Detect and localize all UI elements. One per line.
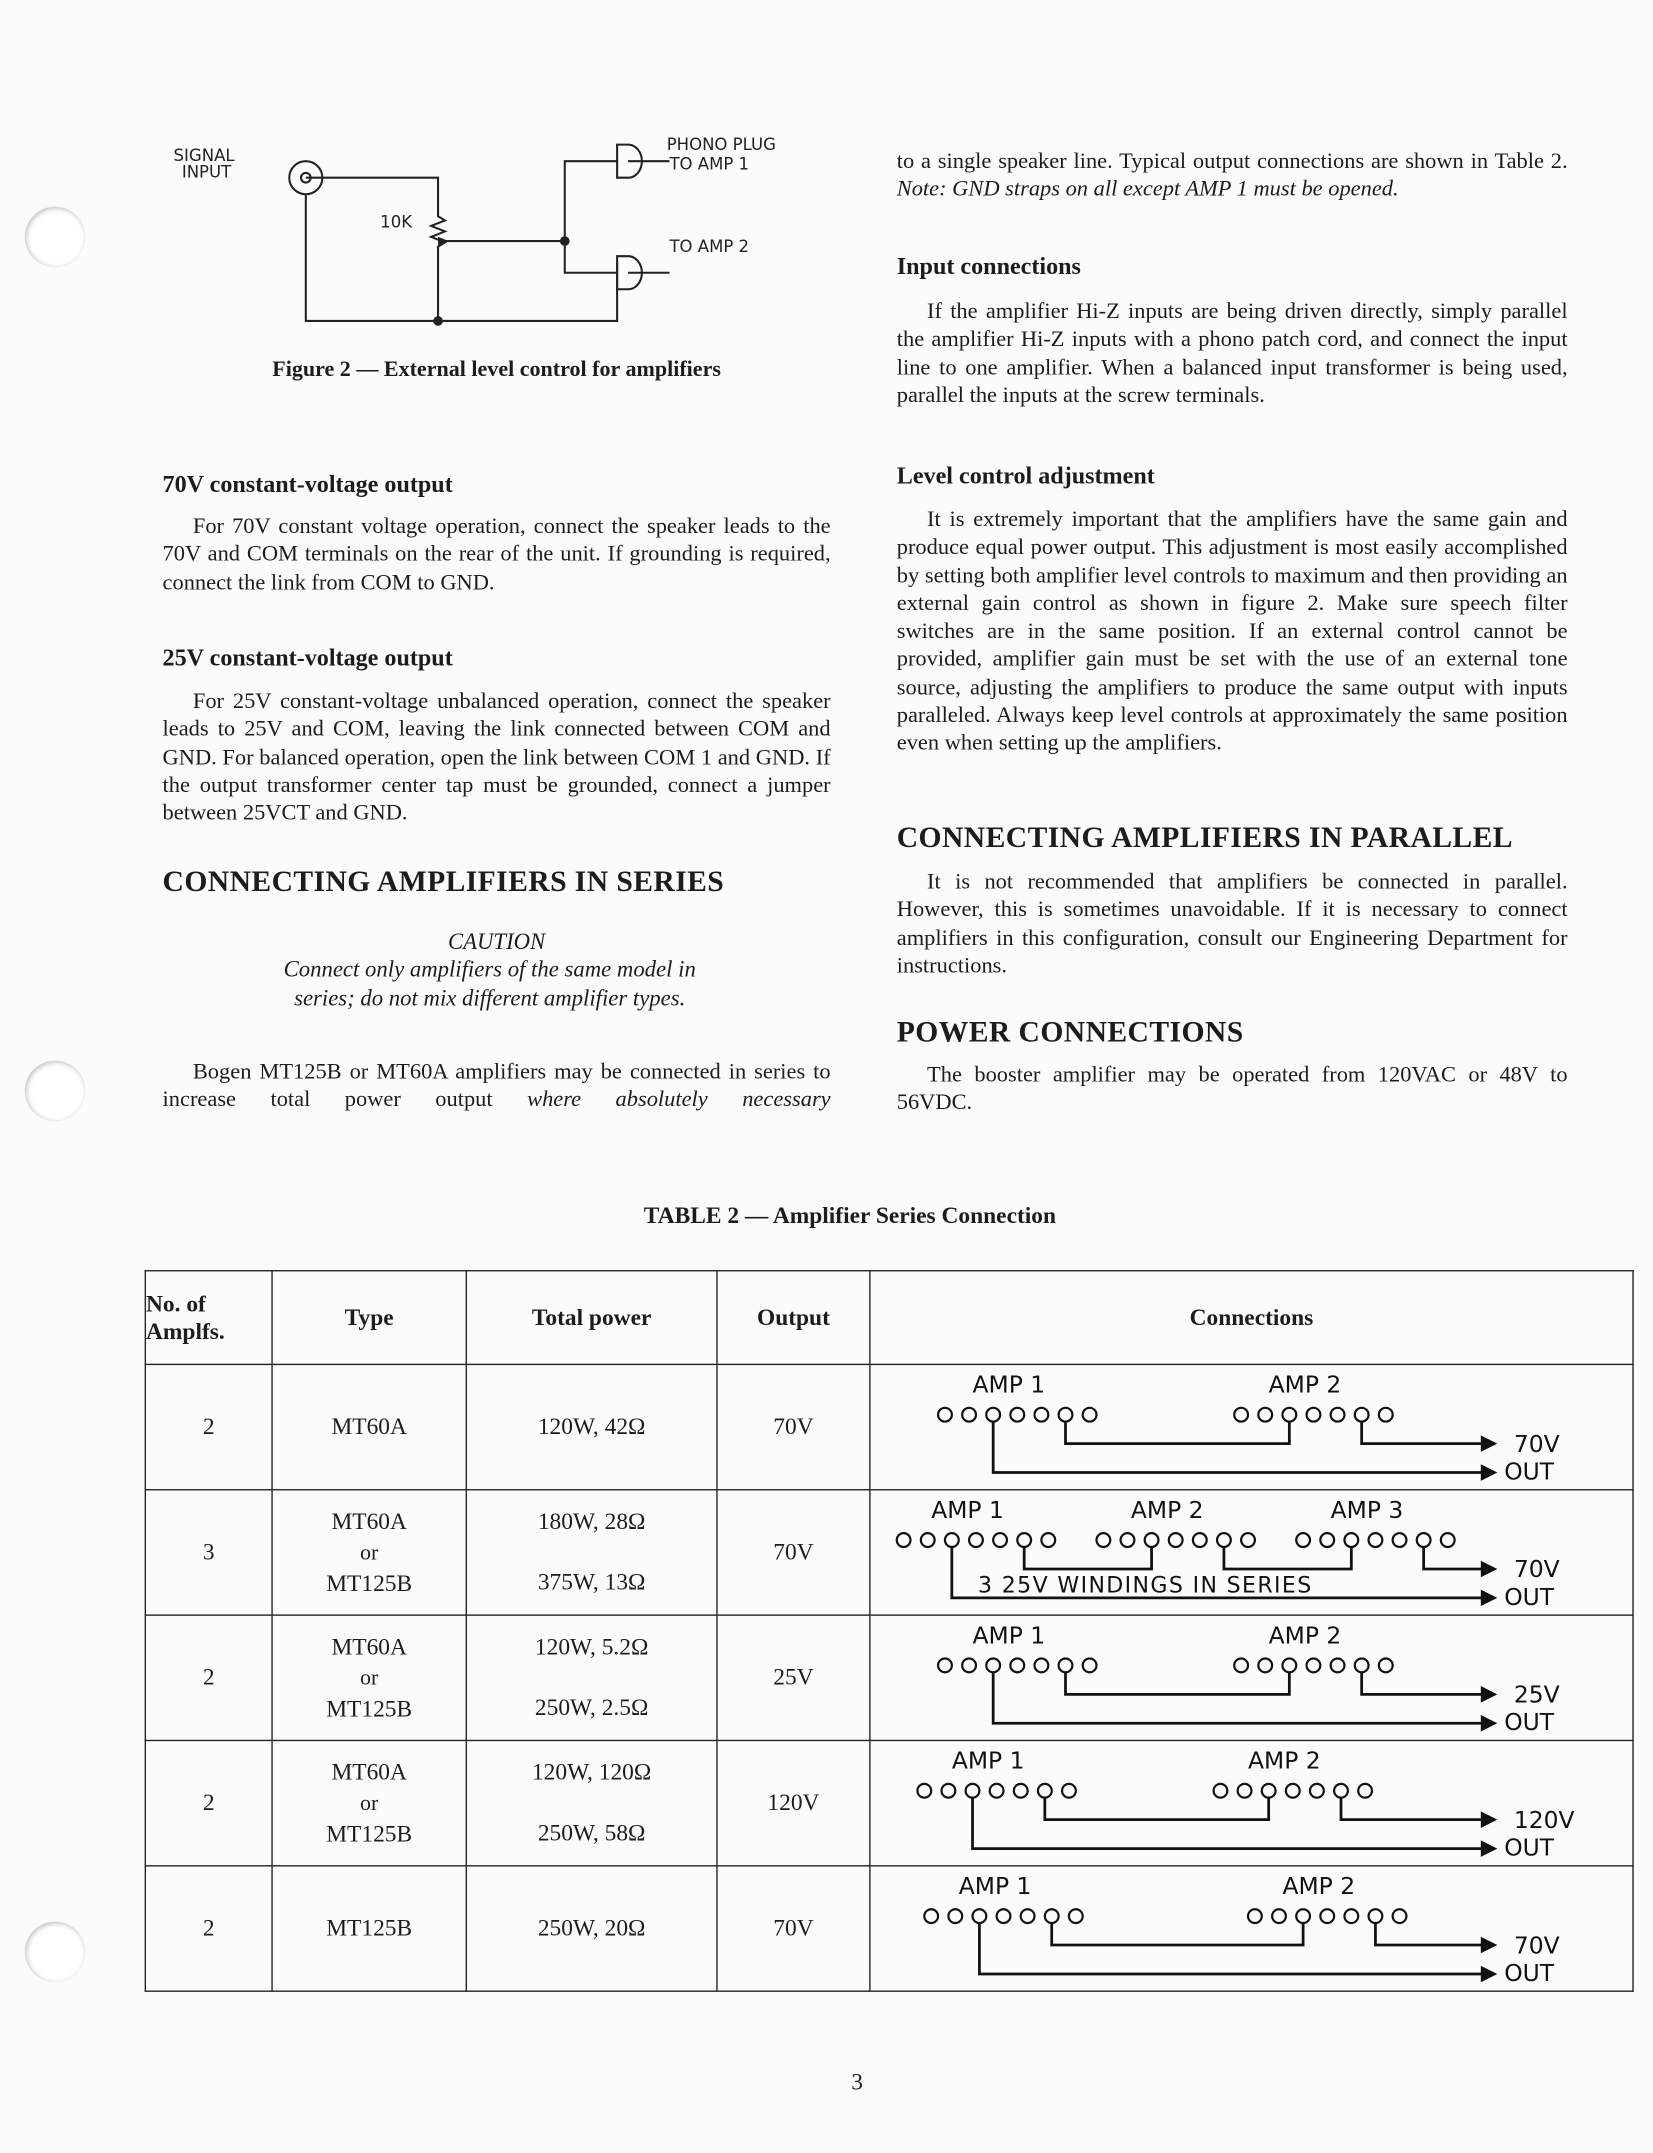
terminal [997,1909,1011,1923]
continued-text: to a single speaker line. Typical output connections are shown in Table 2. [896,147,1568,174]
paragraph-70v-output: For 70V constant voltage operation, connect the speaker leads to the 70V and COM terminals on the rear of the unit. If grounding is required, connect the link from COM to GND. [162,512,831,595]
gnd-note: Note: GND straps on all except AMP 1 must be opened. [896,175,1399,202]
series-text: Bogen MT125B or MT60A amplifiers may be connected in series to increase total power output [162,1057,831,1113]
resistor-label: 10K [380,212,413,232]
caution-box [163,928,831,1012]
terminal [993,1533,1007,1547]
or-label: or [359,1540,379,1565]
header-connections: Connections [870,1271,1633,1365]
terminal [1021,1909,1035,1923]
terminal [1369,1533,1383,1547]
terminal [1262,1784,1276,1798]
cell-count: 2 [145,1866,272,1991]
arrow-icon [1481,1811,1498,1856]
terminal [986,1659,1000,1673]
terminal [1282,1659,1296,1673]
cell-power [466,1490,717,1615]
wiring-diagram [871,1365,1633,1489]
binder-hole [25,1922,86,1983]
header-count [145,1271,272,1365]
table-row [145,1866,1633,1991]
terminal [969,1533,983,1547]
terminal [1241,1533,1255,1547]
series-text-italic: where absolutely necessary [527,1085,831,1113]
terminal [1062,1784,1076,1798]
terminal [1307,1659,1321,1673]
cell-type [272,1740,466,1865]
terminal [1035,1408,1049,1422]
paragraph-parallel: It is not recommended that amplifiers be connected in parallel. However, this is sometimes unavoidable. If it is necessary to connect amplifiers in this configuration, consult our Engineering Department for instructions. [896,867,1568,978]
out-voltage-label: 120V [1513,1805,1575,1834]
type: MT60A [331,1507,407,1534]
terminal [1307,1408,1321,1422]
terminal [1355,1659,1369,1673]
power: 180W, 28Ω [537,1508,646,1535]
amp-label: AMP 3 [1330,1496,1404,1525]
type: MT125B [326,1820,413,1847]
power: 120W, 42Ω [537,1413,646,1440]
paragraph-series [163,1058,831,1114]
terminal [1393,1533,1407,1547]
cell-power [466,1364,717,1489]
terminal [1355,1408,1369,1422]
arrow-icon [1481,1435,1498,1480]
terminal [1121,1533,1135,1547]
terminal [973,1909,987,1923]
table-row [145,1490,1633,1615]
input-label: INPUT [181,162,232,182]
terminal [1282,1408,1296,1422]
out-label: OUT [1504,1833,1555,1862]
terminal [962,1408,976,1422]
wire [973,1798,1484,1849]
heading-25v-output: 25V constant-voltage output [162,643,453,671]
cell-count: 2 [145,1364,272,1489]
terminal [1059,1408,1073,1422]
table-row [145,1615,1633,1740]
type: MT60A [331,1413,407,1440]
terminal [1059,1659,1073,1673]
out-voltage-label: 70V [1513,1931,1560,1960]
terminal [1441,1533,1455,1547]
terminal [1258,1408,1272,1422]
header-power: Total power [466,1271,717,1365]
arrow-icon [1481,1561,1498,1606]
table-row [145,1740,1633,1865]
arrow-icon [1481,1937,1498,1982]
cell-type [272,1615,466,1740]
binder-hole [25,1061,86,1122]
terminal [1272,1909,1286,1923]
terminal [1248,1909,1262,1923]
heading-power: POWER CONNECTIONS [896,1015,1244,1049]
caution-line: Connect only amplifiers of the same model in [283,956,696,983]
terminal [924,1909,938,1923]
caution-title: CAUTION [447,928,546,955]
wire [979,1923,1483,1974]
terminal [986,1408,1000,1422]
terminal [1417,1533,1431,1547]
wiring-diagram [871,1867,1633,1991]
amp-label: AMP 1 [958,1872,1032,1901]
power: 120W, 120Ω [531,1759,652,1786]
heading-parallel: CONNECTING AMPLIFIERS IN PARALLEL [896,820,1513,855]
type: MT125B [326,1695,413,1722]
paragraph-power: The booster amplifier may be operated from 120VAC or 48V to 56VDC. [896,1060,1568,1115]
terminal [1286,1784,1300,1798]
terminal [1344,1533,1358,1547]
terminal [1193,1533,1207,1547]
heading-70v-output: 70V constant-voltage output [162,469,453,498]
windings-note: 3 25V WINDINGS IN SERIES [978,1573,1313,1599]
wiring-diagram [871,1741,1633,1865]
cell-connections [870,1364,1633,1489]
junction-dot [560,236,570,246]
terminal [1358,1784,1372,1798]
wire [993,1422,1483,1473]
terminal [1038,1784,1052,1798]
terminal [917,1784,931,1798]
terminal [897,1533,911,1547]
cell-connections [870,1615,1633,1740]
out-label: OUT [1504,1708,1555,1737]
cell-count: 3 [145,1490,272,1615]
out-label: OUT [1504,1582,1555,1611]
page-number: 3 [851,2069,864,2096]
arrow-icon [1481,1686,1498,1731]
wiring-diagram [871,1616,1633,1740]
terminal [948,1909,962,1923]
terminal [1083,1659,1097,1673]
terminal [1296,1533,1310,1547]
terminal [1258,1659,1272,1673]
heading-level-control: Level control adjustment [896,461,1155,490]
terminal [1041,1533,1055,1547]
terminal [1045,1909,1059,1923]
cell-output: 120V [717,1740,870,1865]
amp-label: AMP 2 [1248,1746,1321,1775]
cell-type [272,1364,466,1489]
table-2-title: TABLE 2 — Amplifier Series Connection [643,1202,1057,1229]
heading-input-connections: Input connections [896,252,1081,280]
amp-label: AMP 2 [1282,1872,1356,1901]
terminal [1296,1909,1310,1923]
figure-2-schematic [163,131,838,351]
terminal [1017,1533,1031,1547]
power: 250W, 20Ω [537,1914,646,1941]
paragraph-continued [897,147,1568,203]
wiring-diagram [871,1490,1633,1614]
terminal [1334,1784,1348,1798]
power: 250W, 2.5Ω [534,1694,649,1721]
amp-label: AMP 2 [1268,1370,1342,1399]
header-output: Output [717,1271,870,1365]
signal-label: SIGNAL [173,146,235,166]
power: 120W, 5.2Ω [534,1633,649,1660]
terminal [1096,1533,1110,1547]
amp-label: AMP 1 [931,1496,1004,1525]
type: MT60A [331,1633,407,1660]
cell-power [466,1866,717,1991]
terminal [921,1533,935,1547]
terminal [1069,1909,1083,1923]
amp-label: AMP 1 [972,1621,1046,1650]
terminal [1014,1784,1028,1798]
amp-label: AMP 1 [951,1746,1025,1775]
cell-power [466,1740,717,1865]
terminal [1238,1784,1252,1798]
terminal [966,1784,980,1798]
table-2 [145,1270,1634,1992]
type: MT60A [331,1758,407,1785]
cell-output: 70V [717,1866,870,1991]
binder-hole [25,207,86,268]
terminal [938,1659,952,1673]
out-voltage-label: 25V [1513,1680,1560,1709]
terminal [1320,1909,1334,1923]
to-amp2-label: TO AMP 2 [669,237,750,257]
cell-count: 2 [145,1740,272,1865]
terminal [1393,1909,1407,1923]
paragraph-25v-output: For 25V constant-voltage unbalanced operation, connect the speaker leads to 25V and COM, leaving the link connected between COM and GND. For balanced operation, open the link between COM 1 and GND. If the output transformer center tap must be grounded, connect a jumper between 25VCT and GND. [162,687,831,826]
amp-label: AMP 2 [1268,1621,1342,1650]
wire [993,1672,1483,1723]
power: 375W, 13Ω [537,1568,646,1596]
terminal [990,1784,1004,1798]
terminal [1379,1408,1393,1422]
to-amp1-label: TO AMP 1 [669,154,750,174]
cell-type [272,1866,466,1991]
phono-plug-label: PHONO PLUG [666,135,776,155]
out-voltage-label: 70V [1513,1429,1560,1458]
terminal [1083,1408,1097,1422]
cell-connections [870,1490,1633,1615]
terminal [942,1784,956,1798]
paragraph-level-control: It is extremely important that the amplifiers have the same gain and produce equal power output. This adjustment is most easily accomplished by setting both amplifier level controls to maximum and then providing an external gain control as shown in figure 2. Make sure speech filter switches are in the same position. If an external control cannot be provided, amplifier gain must be set with the use of an external tone source, adjusting the amplifiers to produce the same output with inputs paralleled. Always keep level controls at approximately the same position even when setting up the amplifiers. [896,505,1568,756]
cell-output: 70V [717,1364,870,1489]
paragraph-input-connections: If the amplifier Hi-Z inputs are being driven directly, simply parallel the amplifier Hi-Z inputs with a phono patch cord, and connect the input line to one amplifier. When a balanced input transformer is being used, parallel the inputs at the screw terminals. [896,297,1568,408]
table-row [145,1364,1633,1489]
header-count-line: No. of [146,1290,206,1317]
figure-2-caption: Figure 2 — External level control for amplifiers [272,358,721,382]
or-label: or [359,1791,379,1815]
caution-line: series; do not mix different amplifier types. [294,984,686,1011]
terminal [1331,1408,1345,1422]
header-count-line: Amplfs. [146,1317,225,1344]
table-header-row [145,1271,1633,1365]
out-label: OUT [1504,1958,1555,1987]
type: MT125B [326,1914,413,1941]
terminal [1035,1659,1049,1673]
type: MT125B [326,1569,413,1596]
terminal [1217,1533,1231,1547]
terminal [1214,1784,1228,1798]
cell-output: 70V [717,1490,870,1615]
terminal [1310,1784,1324,1798]
cell-connections [870,1866,1633,1991]
cell-count: 2 [145,1615,272,1740]
terminal [1234,1659,1248,1673]
power: 250W, 58Ω [537,1819,646,1846]
cell-output: 25V [717,1615,870,1740]
cell-connections [870,1740,1633,1865]
out-voltage-label: 70V [1513,1555,1560,1584]
terminal [1145,1533,1159,1547]
out-label: OUT [1504,1457,1555,1486]
cell-type [272,1490,466,1615]
cell-power [466,1615,717,1740]
terminal [1169,1533,1183,1547]
terminal [1010,1659,1024,1673]
terminal [1234,1408,1248,1422]
heading-series: CONNECTING AMPLIFIERS IN SERIES [162,865,725,899]
junction-dot [433,316,443,326]
terminal [945,1533,959,1547]
terminal [938,1408,952,1422]
terminal [1369,1909,1383,1923]
terminal [1320,1533,1334,1547]
or-label: or [359,1666,379,1690]
terminal [1379,1659,1393,1673]
terminal [1344,1909,1358,1923]
terminal [1331,1659,1345,1673]
amp-label: AMP 1 [972,1370,1046,1399]
amp-label: AMP 2 [1130,1496,1204,1525]
terminal [962,1659,976,1673]
header-type: Type [272,1271,466,1365]
terminal [1010,1408,1024,1422]
